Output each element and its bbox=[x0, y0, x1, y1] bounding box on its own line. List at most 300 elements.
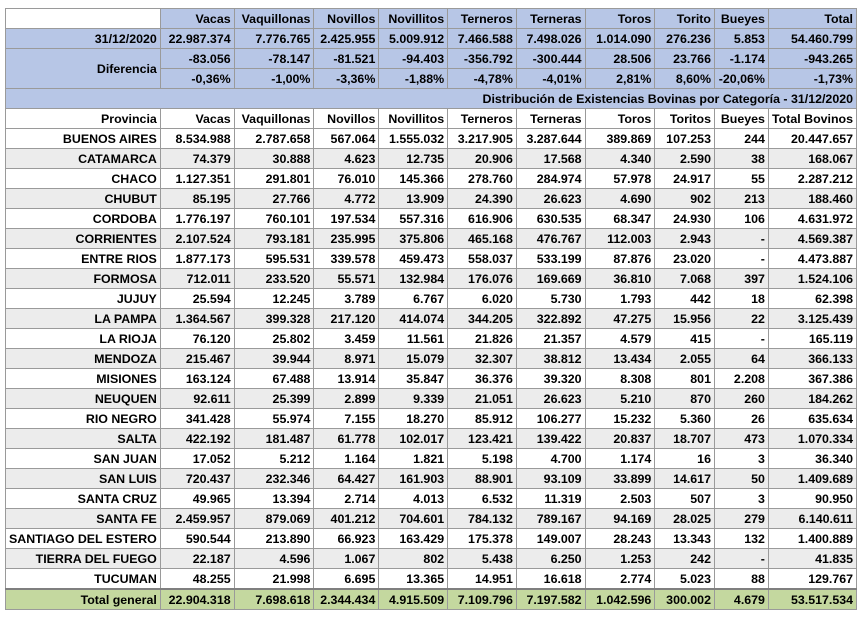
province-value-cell[interactable]: 1.070.334 bbox=[768, 429, 856, 449]
province-value-cell[interactable]: 5.212 bbox=[234, 449, 314, 469]
province-value-cell[interactable]: 20.447.657 bbox=[768, 129, 856, 149]
province-value-cell[interactable]: 106 bbox=[714, 209, 768, 229]
province-name[interactable]: TUCUMAN bbox=[6, 569, 161, 590]
province-value-cell[interactable]: 21.051 bbox=[448, 389, 517, 409]
province-value-cell[interactable]: 38 bbox=[714, 149, 768, 169]
province-value-cell[interactable]: 17.568 bbox=[516, 149, 585, 169]
column-header[interactable]: Vacas bbox=[160, 9, 234, 29]
diff-pct-cell[interactable]: -1,88% bbox=[379, 69, 448, 89]
province-value-cell[interactable]: 4.013 bbox=[379, 489, 448, 509]
province-value-cell[interactable]: 397 bbox=[714, 269, 768, 289]
province-value-cell[interactable]: 14.951 bbox=[448, 569, 517, 590]
province-value-cell[interactable]: 41.835 bbox=[768, 549, 856, 569]
province-value-cell[interactable]: 26.623 bbox=[516, 189, 585, 209]
detail-column-header[interactable]: Terneros bbox=[448, 109, 517, 129]
province-value-cell[interactable]: 399.328 bbox=[234, 309, 314, 329]
province-value-cell[interactable]: 13.365 bbox=[379, 569, 448, 590]
diff-pct-cell[interactable]: -20,06% bbox=[714, 69, 768, 89]
province-value-cell[interactable]: 112.003 bbox=[585, 229, 655, 249]
total-value-cell[interactable]: 1.042.596 bbox=[585, 589, 655, 610]
province-value-cell[interactable]: - bbox=[714, 229, 768, 249]
province-value-cell[interactable]: 21.357 bbox=[516, 329, 585, 349]
province-value-cell[interactable]: 55.571 bbox=[314, 269, 379, 289]
detail-column-header[interactable]: Novillitos bbox=[379, 109, 448, 129]
province-value-cell[interactable]: 533.199 bbox=[516, 249, 585, 269]
province-value-cell[interactable]: 1.253 bbox=[585, 549, 655, 569]
province-value-cell[interactable]: 3.125.439 bbox=[768, 309, 856, 329]
province-name[interactable]: SAN LUIS bbox=[6, 469, 161, 489]
column-header[interactable]: Novillitos bbox=[379, 9, 448, 29]
detail-column-header[interactable]: Terneras bbox=[516, 109, 585, 129]
province-value-cell[interactable]: 64.427 bbox=[314, 469, 379, 489]
province-value-cell[interactable]: 3.287.644 bbox=[516, 129, 585, 149]
province-value-cell[interactable]: 64 bbox=[714, 349, 768, 369]
province-value-cell[interactable]: 2.287.212 bbox=[768, 169, 856, 189]
province-value-cell[interactable]: 2.459.957 bbox=[160, 509, 234, 529]
province-value-cell[interactable]: 6.020 bbox=[448, 289, 517, 309]
province-value-cell[interactable]: 1.877.173 bbox=[160, 249, 234, 269]
province-value-cell[interactable]: 366.133 bbox=[768, 349, 856, 369]
province-value-cell[interactable]: 36.810 bbox=[585, 269, 655, 289]
province-value-cell[interactable]: 3.789 bbox=[314, 289, 379, 309]
province-name[interactable]: LA RIOJA bbox=[6, 329, 161, 349]
province-value-cell[interactable]: 1.821 bbox=[379, 449, 448, 469]
province-value-cell[interactable]: 48.255 bbox=[160, 569, 234, 590]
province-value-cell[interactable]: 197.534 bbox=[314, 209, 379, 229]
province-value-cell[interactable]: 2.787.658 bbox=[234, 129, 314, 149]
section-title[interactable]: Distribución de Existencias Bovinas por Categoría - 31/12/2020 bbox=[6, 89, 857, 109]
diff-abs-cell[interactable]: -943.265 bbox=[768, 49, 856, 69]
province-value-cell[interactable]: 590.544 bbox=[160, 529, 234, 549]
province-value-cell[interactable]: 13.909 bbox=[379, 189, 448, 209]
diff-abs-cell[interactable]: 28.506 bbox=[585, 49, 655, 69]
total-value-cell[interactable]: 7.197.582 bbox=[516, 589, 585, 610]
province-value-cell[interactable]: 20.837 bbox=[585, 429, 655, 449]
province-value-cell[interactable]: 712.011 bbox=[160, 269, 234, 289]
detail-column-header[interactable]: Total Bovinos bbox=[768, 109, 856, 129]
province-value-cell[interactable]: 233.520 bbox=[234, 269, 314, 289]
province-value-cell[interactable]: 279 bbox=[714, 509, 768, 529]
province-value-cell[interactable]: 4.340 bbox=[585, 149, 655, 169]
province-value-cell[interactable]: 322.892 bbox=[516, 309, 585, 329]
diff-abs-cell[interactable]: -81.521 bbox=[314, 49, 379, 69]
detail-column-header[interactable]: Bueyes bbox=[714, 109, 768, 129]
province-value-cell[interactable]: 6.695 bbox=[314, 569, 379, 590]
province-name[interactable]: LA PAMPA bbox=[6, 309, 161, 329]
diff-pct-cell[interactable]: -4,01% bbox=[516, 69, 585, 89]
province-value-cell[interactable]: 3 bbox=[714, 449, 768, 469]
province-value-cell[interactable]: 476.767 bbox=[516, 229, 585, 249]
province-value-cell[interactable]: 139.422 bbox=[516, 429, 585, 449]
province-value-cell[interactable]: 278.760 bbox=[448, 169, 517, 189]
diff-pct-cell[interactable]: -4,78% bbox=[448, 69, 517, 89]
province-value-cell[interactable]: 88.901 bbox=[448, 469, 517, 489]
province-value-cell[interactable]: 55.974 bbox=[234, 409, 314, 429]
total-value-cell[interactable]: 300.002 bbox=[655, 589, 715, 610]
province-value-cell[interactable]: 341.428 bbox=[160, 409, 234, 429]
province-value-cell[interactable]: 459.473 bbox=[379, 249, 448, 269]
province-value-cell[interactable]: 26.623 bbox=[516, 389, 585, 409]
total-value-cell[interactable]: 53.517.534 bbox=[768, 589, 856, 610]
detail-column-header[interactable]: Vaquillonas bbox=[234, 109, 314, 129]
province-value-cell[interactable]: 235.995 bbox=[314, 229, 379, 249]
corner-cell[interactable] bbox=[6, 9, 161, 29]
province-value-cell[interactable]: 17.052 bbox=[160, 449, 234, 469]
province-value-cell[interactable]: 11.319 bbox=[516, 489, 585, 509]
province-value-cell[interactable]: - bbox=[714, 549, 768, 569]
province-value-cell[interactable]: 5.210 bbox=[585, 389, 655, 409]
province-value-cell[interactable]: 5.198 bbox=[448, 449, 517, 469]
province-value-cell[interactable]: 132 bbox=[714, 529, 768, 549]
diff-abs-cell[interactable]: -78.147 bbox=[234, 49, 314, 69]
province-value-cell[interactable]: 1.174 bbox=[585, 449, 655, 469]
province-value-cell[interactable]: 215.467 bbox=[160, 349, 234, 369]
province-value-cell[interactable]: 1.524.106 bbox=[768, 269, 856, 289]
province-value-cell[interactable]: 4.690 bbox=[585, 189, 655, 209]
province-value-cell[interactable]: 15.232 bbox=[585, 409, 655, 429]
province-value-cell[interactable]: 38.812 bbox=[516, 349, 585, 369]
province-value-cell[interactable]: 720.437 bbox=[160, 469, 234, 489]
province-value-cell[interactable]: - bbox=[714, 249, 768, 269]
province-value-cell[interactable]: 47.275 bbox=[585, 309, 655, 329]
province-value-cell[interactable]: 344.205 bbox=[448, 309, 517, 329]
diff-abs-cell[interactable]: -300.444 bbox=[516, 49, 585, 69]
province-value-cell[interactable]: 28.025 bbox=[655, 509, 715, 529]
province-name[interactable]: SANTIAGO DEL ESTERO bbox=[6, 529, 161, 549]
province-value-cell[interactable]: 793.181 bbox=[234, 229, 314, 249]
province-value-cell[interactable]: 232.346 bbox=[234, 469, 314, 489]
province-value-cell[interactable]: 1.793 bbox=[585, 289, 655, 309]
province-value-cell[interactable]: 163.124 bbox=[160, 369, 234, 389]
province-value-cell[interactable]: 3.217.905 bbox=[448, 129, 517, 149]
province-value-cell[interactable]: 129.767 bbox=[768, 569, 856, 590]
province-value-cell[interactable]: 176.076 bbox=[448, 269, 517, 289]
column-header[interactable]: Torito bbox=[655, 9, 715, 29]
province-value-cell[interactable]: 6.532 bbox=[448, 489, 517, 509]
province-value-cell[interactable]: 30.888 bbox=[234, 149, 314, 169]
province-value-cell[interactable]: 558.037 bbox=[448, 249, 517, 269]
province-value-cell[interactable]: 93.109 bbox=[516, 469, 585, 489]
total-value-cell[interactable]: 4.915.509 bbox=[379, 589, 448, 610]
date-label[interactable]: 31/12/2020 bbox=[6, 29, 161, 49]
province-value-cell[interactable]: 168.067 bbox=[768, 149, 856, 169]
date-value-cell[interactable]: 1.014.090 bbox=[585, 29, 655, 49]
province-name[interactable]: CORDOBA bbox=[6, 209, 161, 229]
province-value-cell[interactable]: 784.132 bbox=[448, 509, 517, 529]
diff-abs-cell[interactable]: -356.792 bbox=[448, 49, 517, 69]
province-value-cell[interactable]: 13.434 bbox=[585, 349, 655, 369]
province-value-cell[interactable]: 213.890 bbox=[234, 529, 314, 549]
province-value-cell[interactable]: 213 bbox=[714, 189, 768, 209]
province-value-cell[interactable]: 15.956 bbox=[655, 309, 715, 329]
province-value-cell[interactable]: 414.074 bbox=[379, 309, 448, 329]
detail-column-header[interactable]: Provincia bbox=[6, 109, 161, 129]
province-value-cell[interactable]: 704.601 bbox=[379, 509, 448, 529]
total-value-cell[interactable]: 22.904.318 bbox=[160, 589, 234, 610]
province-value-cell[interactable]: - bbox=[714, 329, 768, 349]
total-value-cell[interactable]: 7.698.618 bbox=[234, 589, 314, 610]
province-value-cell[interactable]: 2.714 bbox=[314, 489, 379, 509]
province-value-cell[interactable]: 39.944 bbox=[234, 349, 314, 369]
province-value-cell[interactable]: 11.561 bbox=[379, 329, 448, 349]
province-value-cell[interactable]: 2.774 bbox=[585, 569, 655, 590]
province-value-cell[interactable]: 102.017 bbox=[379, 429, 448, 449]
province-value-cell[interactable]: 760.101 bbox=[234, 209, 314, 229]
province-value-cell[interactable]: 6.767 bbox=[379, 289, 448, 309]
date-value-cell[interactable]: 2.425.955 bbox=[314, 29, 379, 49]
province-value-cell[interactable]: 49.965 bbox=[160, 489, 234, 509]
province-value-cell[interactable]: 163.429 bbox=[379, 529, 448, 549]
province-value-cell[interactable]: 260 bbox=[714, 389, 768, 409]
total-value-cell[interactable]: 7.109.796 bbox=[448, 589, 517, 610]
province-value-cell[interactable]: 1.409.689 bbox=[768, 469, 856, 489]
province-value-cell[interactable]: 20.906 bbox=[448, 149, 517, 169]
province-value-cell[interactable]: 22 bbox=[714, 309, 768, 329]
province-value-cell[interactable]: 879.069 bbox=[234, 509, 314, 529]
province-value-cell[interactable]: 8.534.988 bbox=[160, 129, 234, 149]
province-value-cell[interactable]: 88 bbox=[714, 569, 768, 590]
province-value-cell[interactable]: 33.899 bbox=[585, 469, 655, 489]
province-value-cell[interactable]: 15.079 bbox=[379, 349, 448, 369]
province-value-cell[interactable]: 24.917 bbox=[655, 169, 715, 189]
province-value-cell[interactable]: 32.307 bbox=[448, 349, 517, 369]
province-name[interactable]: BUENOS AIRES bbox=[6, 129, 161, 149]
province-value-cell[interactable]: 422.192 bbox=[160, 429, 234, 449]
province-value-cell[interactable]: 6.250 bbox=[516, 549, 585, 569]
total-value-cell[interactable]: 2.344.434 bbox=[314, 589, 379, 610]
province-value-cell[interactable]: 8.308 bbox=[585, 369, 655, 389]
province-value-cell[interactable]: 62.398 bbox=[768, 289, 856, 309]
province-name[interactable]: MISIONES bbox=[6, 369, 161, 389]
province-value-cell[interactable]: 145.366 bbox=[379, 169, 448, 189]
province-value-cell[interactable]: 1.776.197 bbox=[160, 209, 234, 229]
province-value-cell[interactable]: 2.107.524 bbox=[160, 229, 234, 249]
province-name[interactable]: SALTA bbox=[6, 429, 161, 449]
province-value-cell[interactable]: 401.212 bbox=[314, 509, 379, 529]
province-value-cell[interactable]: 595.531 bbox=[234, 249, 314, 269]
column-header[interactable]: Toros bbox=[585, 9, 655, 29]
province-value-cell[interactable]: 284.974 bbox=[516, 169, 585, 189]
province-value-cell[interactable]: 132.984 bbox=[379, 269, 448, 289]
province-value-cell[interactable]: 85.912 bbox=[448, 409, 517, 429]
detail-column-header[interactable]: Vacas bbox=[160, 109, 234, 129]
province-value-cell[interactable]: 616.906 bbox=[448, 209, 517, 229]
province-name[interactable]: ENTRE RIOS bbox=[6, 249, 161, 269]
province-value-cell[interactable]: 5.360 bbox=[655, 409, 715, 429]
province-value-cell[interactable]: 36.340 bbox=[768, 449, 856, 469]
province-value-cell[interactable]: 22.187 bbox=[160, 549, 234, 569]
province-name[interactable]: CHUBUT bbox=[6, 189, 161, 209]
diff-abs-cell[interactable]: -1.174 bbox=[714, 49, 768, 69]
province-value-cell[interactable]: 39.320 bbox=[516, 369, 585, 389]
detail-column-header[interactable]: Toritos bbox=[655, 109, 715, 129]
province-value-cell[interactable]: 442 bbox=[655, 289, 715, 309]
province-value-cell[interactable]: 8.971 bbox=[314, 349, 379, 369]
province-value-cell[interactable]: 85.195 bbox=[160, 189, 234, 209]
province-value-cell[interactable]: 2.503 bbox=[585, 489, 655, 509]
province-value-cell[interactable]: 107.253 bbox=[655, 129, 715, 149]
province-value-cell[interactable]: 507 bbox=[655, 489, 715, 509]
province-value-cell[interactable]: 68.347 bbox=[585, 209, 655, 229]
province-value-cell[interactable]: 3.459 bbox=[314, 329, 379, 349]
province-value-cell[interactable]: 67.488 bbox=[234, 369, 314, 389]
province-value-cell[interactable]: 367.386 bbox=[768, 369, 856, 389]
province-value-cell[interactable]: 4.631.972 bbox=[768, 209, 856, 229]
province-value-cell[interactable]: 902 bbox=[655, 189, 715, 209]
province-value-cell[interactable]: 18.270 bbox=[379, 409, 448, 429]
province-value-cell[interactable]: 90.950 bbox=[768, 489, 856, 509]
diff-pct-cell[interactable]: -1,73% bbox=[768, 69, 856, 89]
province-value-cell[interactable]: 87.876 bbox=[585, 249, 655, 269]
province-value-cell[interactable]: 12.245 bbox=[234, 289, 314, 309]
province-name[interactable]: SANTA CRUZ bbox=[6, 489, 161, 509]
date-value-cell[interactable]: 276.236 bbox=[655, 29, 715, 49]
province-value-cell[interactable]: 4.473.887 bbox=[768, 249, 856, 269]
province-value-cell[interactable]: 6.140.611 bbox=[768, 509, 856, 529]
province-value-cell[interactable]: 339.578 bbox=[314, 249, 379, 269]
province-value-cell[interactable]: 473 bbox=[714, 429, 768, 449]
province-value-cell[interactable]: 25.594 bbox=[160, 289, 234, 309]
province-value-cell[interactable]: 61.778 bbox=[314, 429, 379, 449]
province-value-cell[interactable]: 9.339 bbox=[379, 389, 448, 409]
diff-abs-cell[interactable]: -94.403 bbox=[379, 49, 448, 69]
diff-pct-cell[interactable]: 8,60% bbox=[655, 69, 715, 89]
province-value-cell[interactable]: 1.067 bbox=[314, 549, 379, 569]
province-value-cell[interactable]: 184.262 bbox=[768, 389, 856, 409]
province-value-cell[interactable]: 7.155 bbox=[314, 409, 379, 429]
province-value-cell[interactable]: 4.623 bbox=[314, 149, 379, 169]
province-value-cell[interactable]: 14.617 bbox=[655, 469, 715, 489]
province-value-cell[interactable]: 21.826 bbox=[448, 329, 517, 349]
province-value-cell[interactable]: 567.064 bbox=[314, 129, 379, 149]
diff-abs-cell[interactable]: 23.766 bbox=[655, 49, 715, 69]
diff-pct-cell[interactable]: -0,36% bbox=[160, 69, 234, 89]
province-value-cell[interactable]: 2.899 bbox=[314, 389, 379, 409]
province-name[interactable]: SAN JUAN bbox=[6, 449, 161, 469]
date-value-cell[interactable]: 54.460.799 bbox=[768, 29, 856, 49]
province-name[interactable]: NEUQUEN bbox=[6, 389, 161, 409]
province-name[interactable]: TIERRA DEL FUEGO bbox=[6, 549, 161, 569]
detail-column-header[interactable]: Toros bbox=[585, 109, 655, 129]
province-value-cell[interactable]: 16.618 bbox=[516, 569, 585, 590]
total-label[interactable]: Total general bbox=[6, 589, 161, 610]
detail-column-header[interactable]: Novillos bbox=[314, 109, 379, 129]
date-value-cell[interactable]: 7.776.765 bbox=[234, 29, 314, 49]
province-value-cell[interactable]: 389.869 bbox=[585, 129, 655, 149]
province-value-cell[interactable]: 2.943 bbox=[655, 229, 715, 249]
date-value-cell[interactable]: 7.498.026 bbox=[516, 29, 585, 49]
diff-pct-cell[interactable]: -1,00% bbox=[234, 69, 314, 89]
province-value-cell[interactable]: 76.010 bbox=[314, 169, 379, 189]
province-value-cell[interactable]: 123.421 bbox=[448, 429, 517, 449]
province-value-cell[interactable]: 1.400.889 bbox=[768, 529, 856, 549]
column-header[interactable]: Terneras bbox=[516, 9, 585, 29]
province-value-cell[interactable]: 217.120 bbox=[314, 309, 379, 329]
province-value-cell[interactable]: 2.208 bbox=[714, 369, 768, 389]
province-value-cell[interactable]: 635.634 bbox=[768, 409, 856, 429]
province-value-cell[interactable]: 13.394 bbox=[234, 489, 314, 509]
date-value-cell[interactable]: 22.987.374 bbox=[160, 29, 234, 49]
province-value-cell[interactable]: 92.611 bbox=[160, 389, 234, 409]
diff-pct-cell[interactable]: -3,36% bbox=[314, 69, 379, 89]
province-value-cell[interactable]: 18 bbox=[714, 289, 768, 309]
province-value-cell[interactable]: 5.023 bbox=[655, 569, 715, 590]
province-value-cell[interactable]: 13.343 bbox=[655, 529, 715, 549]
province-value-cell[interactable]: 13.914 bbox=[314, 369, 379, 389]
province-value-cell[interactable]: 94.169 bbox=[585, 509, 655, 529]
column-header[interactable]: Vaquillonas bbox=[234, 9, 314, 29]
province-name[interactable]: JUJUY bbox=[6, 289, 161, 309]
province-value-cell[interactable]: 24.390 bbox=[448, 189, 517, 209]
province-value-cell[interactable]: 4.579 bbox=[585, 329, 655, 349]
column-header[interactable]: Terneros bbox=[448, 9, 517, 29]
province-value-cell[interactable]: 36.376 bbox=[448, 369, 517, 389]
province-value-cell[interactable]: 27.766 bbox=[234, 189, 314, 209]
province-value-cell[interactable]: 7.068 bbox=[655, 269, 715, 289]
province-value-cell[interactable]: 161.903 bbox=[379, 469, 448, 489]
column-header[interactable]: Total bbox=[768, 9, 856, 29]
province-name[interactable]: RIO NEGRO bbox=[6, 409, 161, 429]
province-value-cell[interactable]: 870 bbox=[655, 389, 715, 409]
province-value-cell[interactable]: 1.164 bbox=[314, 449, 379, 469]
province-value-cell[interactable]: 21.998 bbox=[234, 569, 314, 590]
diff-pct-cell[interactable]: 2,81% bbox=[585, 69, 655, 89]
total-value-cell[interactable]: 4.679 bbox=[714, 589, 768, 610]
province-name[interactable]: CHACO bbox=[6, 169, 161, 189]
province-name[interactable]: CORRIENTES bbox=[6, 229, 161, 249]
province-value-cell[interactable]: 5.438 bbox=[448, 549, 517, 569]
province-value-cell[interactable]: 175.378 bbox=[448, 529, 517, 549]
province-value-cell[interactable]: 23.020 bbox=[655, 249, 715, 269]
province-value-cell[interactable]: 25.399 bbox=[234, 389, 314, 409]
province-value-cell[interactable]: 4.700 bbox=[516, 449, 585, 469]
diff-label[interactable]: Diferencia bbox=[6, 49, 161, 89]
province-value-cell[interactable]: 4.772 bbox=[314, 189, 379, 209]
province-value-cell[interactable]: 74.379 bbox=[160, 149, 234, 169]
province-value-cell[interactable]: 5.730 bbox=[516, 289, 585, 309]
province-value-cell[interactable]: 50 bbox=[714, 469, 768, 489]
diff-abs-cell[interactable]: -83.056 bbox=[160, 49, 234, 69]
province-name[interactable]: FORMOSA bbox=[6, 269, 161, 289]
province-value-cell[interactable]: 55 bbox=[714, 169, 768, 189]
province-value-cell[interactable]: 1.364.567 bbox=[160, 309, 234, 329]
province-value-cell[interactable]: 630.535 bbox=[516, 209, 585, 229]
province-value-cell[interactable]: 415 bbox=[655, 329, 715, 349]
province-value-cell[interactable]: 465.168 bbox=[448, 229, 517, 249]
province-value-cell[interactable]: 35.847 bbox=[379, 369, 448, 389]
province-value-cell[interactable]: 2.590 bbox=[655, 149, 715, 169]
province-value-cell[interactable]: 801 bbox=[655, 369, 715, 389]
province-name[interactable]: MENDOZA bbox=[6, 349, 161, 369]
province-value-cell[interactable]: 106.277 bbox=[516, 409, 585, 429]
province-name[interactable]: SANTA FE bbox=[6, 509, 161, 529]
province-value-cell[interactable]: 2.055 bbox=[655, 349, 715, 369]
province-value-cell[interactable]: 789.167 bbox=[516, 509, 585, 529]
province-value-cell[interactable]: 57.978 bbox=[585, 169, 655, 189]
province-value-cell[interactable]: 169.669 bbox=[516, 269, 585, 289]
province-value-cell[interactable]: 25.802 bbox=[234, 329, 314, 349]
province-value-cell[interactable]: 802 bbox=[379, 549, 448, 569]
province-value-cell[interactable]: 244 bbox=[714, 129, 768, 149]
province-value-cell[interactable]: 242 bbox=[655, 549, 715, 569]
province-value-cell[interactable]: 291.801 bbox=[234, 169, 314, 189]
province-value-cell[interactable]: 12.735 bbox=[379, 149, 448, 169]
province-value-cell[interactable]: 28.243 bbox=[585, 529, 655, 549]
province-name[interactable]: CATAMARCA bbox=[6, 149, 161, 169]
province-value-cell[interactable]: 1.127.351 bbox=[160, 169, 234, 189]
column-header[interactable]: Novillos bbox=[314, 9, 379, 29]
column-header[interactable]: Bueyes bbox=[714, 9, 768, 29]
